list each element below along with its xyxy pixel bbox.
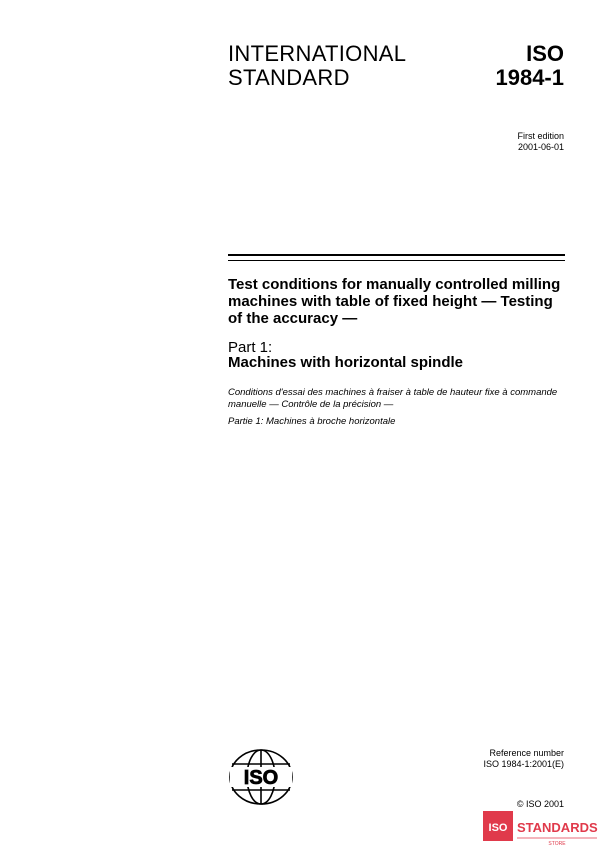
- standard-org: ISO: [526, 41, 564, 66]
- document-type-line2: STANDARD: [228, 65, 350, 90]
- document-type-line1: INTERNATIONAL: [228, 41, 407, 66]
- reference-block: [483, 748, 564, 770]
- document-type: [228, 42, 406, 90]
- french-part-title: Partie 1: Machines à broche horizontale: [228, 416, 396, 427]
- title-divider: [228, 254, 565, 261]
- french-title: Conditions d'essai des machines à fraiser à table de hauteur fixe à commande manuelle — Contrôle de la précision —: [228, 387, 558, 410]
- iso-logo-icon: [226, 747, 296, 807]
- edition-info: [517, 131, 564, 153]
- standard-id: 1984-1: [495, 65, 564, 90]
- part-title: Machines with horizontal spindle: [228, 354, 464, 371]
- iso-logo-text: ISO: [243, 767, 279, 789]
- part-label: Part 1:: [228, 339, 273, 356]
- badge-standards-text: STANDARDS: [517, 820, 598, 835]
- edition-date: 2001-06-01: [517, 142, 564, 152]
- reference-label: Reference number: [489, 748, 564, 758]
- copyright: © ISO 2001: [516, 799, 564, 809]
- badge-iso-text: ISO: [488, 822, 508, 834]
- edition-label: First edition: [517, 131, 564, 141]
- english-title: Test conditions for manually controlled milling machines with table of fixed height — Testing of the accuracy —: [228, 276, 561, 327]
- standard-number: [495, 42, 564, 90]
- iso-standards-store-badge[interactable]: [483, 811, 600, 849]
- reference-number: ISO 1984-1:2001(E): [483, 759, 564, 769]
- badge-store-text: STORE: [548, 841, 566, 847]
